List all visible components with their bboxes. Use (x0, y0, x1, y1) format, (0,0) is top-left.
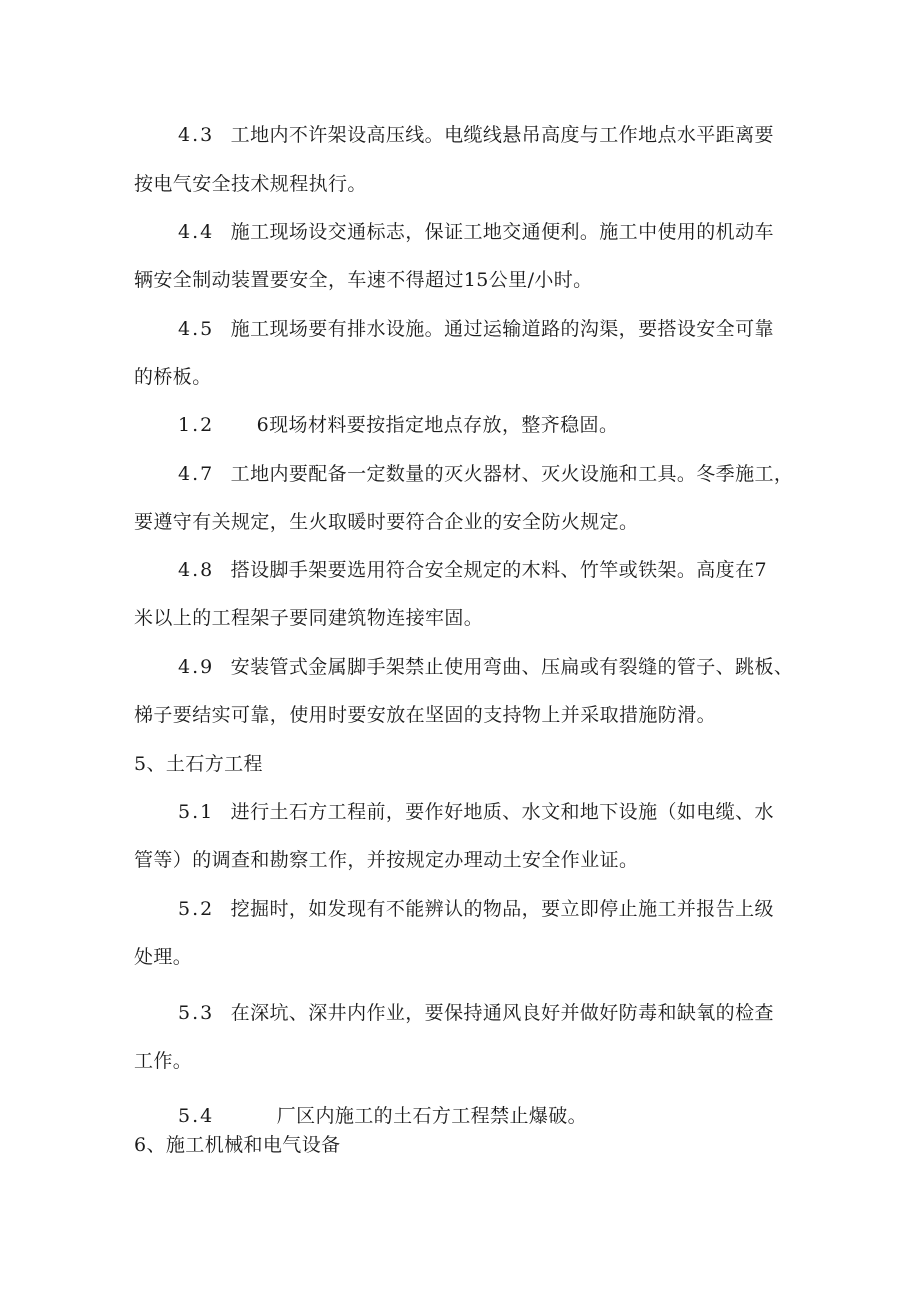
paragraph-4-5-line-1 (178, 317, 774, 341)
paragraph-5-2-line-2 (134, 945, 192, 969)
paragraph-text: 进行土石方工程前，要作好地质、水文和地下设施（如电缆、水 (230, 801, 774, 823)
paragraph-4-9-line-2 (134, 703, 716, 727)
section-number: 5.4 (178, 1105, 215, 1127)
paragraph-text: 按电气安全技术规程执行。 (134, 173, 367, 195)
paragraph-text: 施工现场要有排水设施。通过运输道路的沟渠，要搭设安全可靠 (230, 318, 774, 340)
paragraph-text: 在深坑、深井内作业，要保持通风良好并做好防毒和缺氧的检查 (230, 1002, 774, 1024)
paragraph-4-9-line-1 (178, 655, 793, 679)
paragraph-text: 厂区内施工的土石方工程禁止爆破。 (276, 1105, 588, 1127)
section-number: 4.4 (178, 221, 215, 243)
paragraph-text: 施工现场设交通标志，保证工地交通便利。施工中使用的机动车 (230, 221, 774, 243)
section-heading-5 (134, 752, 263, 776)
paragraph-text: 处理。 (134, 946, 193, 968)
paragraph-4-8-line-1 (178, 558, 767, 582)
section-number: 4.9 (178, 656, 215, 678)
paragraph-text: 米以上的工程架子要同建筑物连接牢固。 (134, 607, 484, 629)
paragraph-4-7-line-2 (134, 510, 638, 534)
paragraph-text: 安装管式金属脚手架禁止使用弯曲、压扁或有裂缝的管子、跳板、 (230, 656, 794, 678)
section-heading-6 (134, 1133, 341, 1157)
section-number: 4.8 (178, 559, 215, 581)
paragraph-5-1-line-2 (134, 848, 638, 872)
paragraph-5-1-line-1 (178, 800, 774, 824)
heading-text: 6、施工机械和电气设备 (134, 1134, 341, 1156)
paragraph-1-2-line-1 (178, 413, 618, 437)
paragraph-5-3-line-2 (134, 1049, 192, 1073)
heading-text: 5、土石方工程 (134, 753, 263, 775)
paragraph-5-3-line-1 (178, 1001, 774, 1025)
paragraph-text: 的桥板。 (134, 366, 212, 388)
paragraph-text: 工作。 (134, 1050, 193, 1072)
paragraph-4-3-line-1 (178, 123, 788, 147)
paragraph-4-5-line-2 (134, 365, 212, 389)
section-number: 4.3 (178, 124, 215, 146)
section-number: 5.2 (178, 898, 215, 920)
paragraph-text: 管等）的调查和勘察工作，并按规定办理动土安全作业证。 (134, 849, 639, 871)
paragraph-4-8-line-2 (134, 606, 483, 630)
paragraph-text: 工地内要配备一定数量的灭火器材、灭火设施和工具。冬季施工， (230, 463, 794, 485)
paragraph-text: 6现场材料要按指定地点存放，整齐稳固。 (256, 414, 619, 436)
paragraph-text: 辆安全制动装置要安全，车速不得超过15公里/小时。 (134, 269, 593, 291)
paragraph-5-4-line-1 (178, 1104, 587, 1128)
paragraph-text: 要遵守有关规定，生火取暖时要符合企业的安全防火规定。 (134, 511, 639, 533)
section-number: 5.1 (178, 801, 215, 823)
paragraph-text: 工地内不许架设高压线。电缆线悬吊高度与工作地点水平距离要 (230, 124, 774, 146)
paragraph-4-7-line-1 (178, 462, 793, 486)
paragraph-5-2-line-1 (178, 897, 774, 921)
paragraph-4-4-line-1 (178, 220, 774, 244)
paragraph-4-3-line-2 (134, 172, 367, 196)
paragraph-text: 梯子要结实可靠，使用时要安放在坚固的支持物上并采取措施防滑。 (134, 704, 717, 726)
section-number: 1.2 (178, 414, 215, 436)
paragraph-text: 挖掘时，如发现有不能辨认的物品，要立即停止施工并报告上级 (230, 898, 774, 920)
paragraph-text: 搭设脚手架要选用符合安全规定的木料、竹竿或铁架。高度在7 (230, 559, 767, 581)
section-number: 4.7 (178, 463, 215, 485)
section-number: 5.3 (178, 1002, 215, 1024)
section-number: 4.5 (178, 318, 215, 340)
paragraph-4-4-line-2 (134, 268, 593, 292)
